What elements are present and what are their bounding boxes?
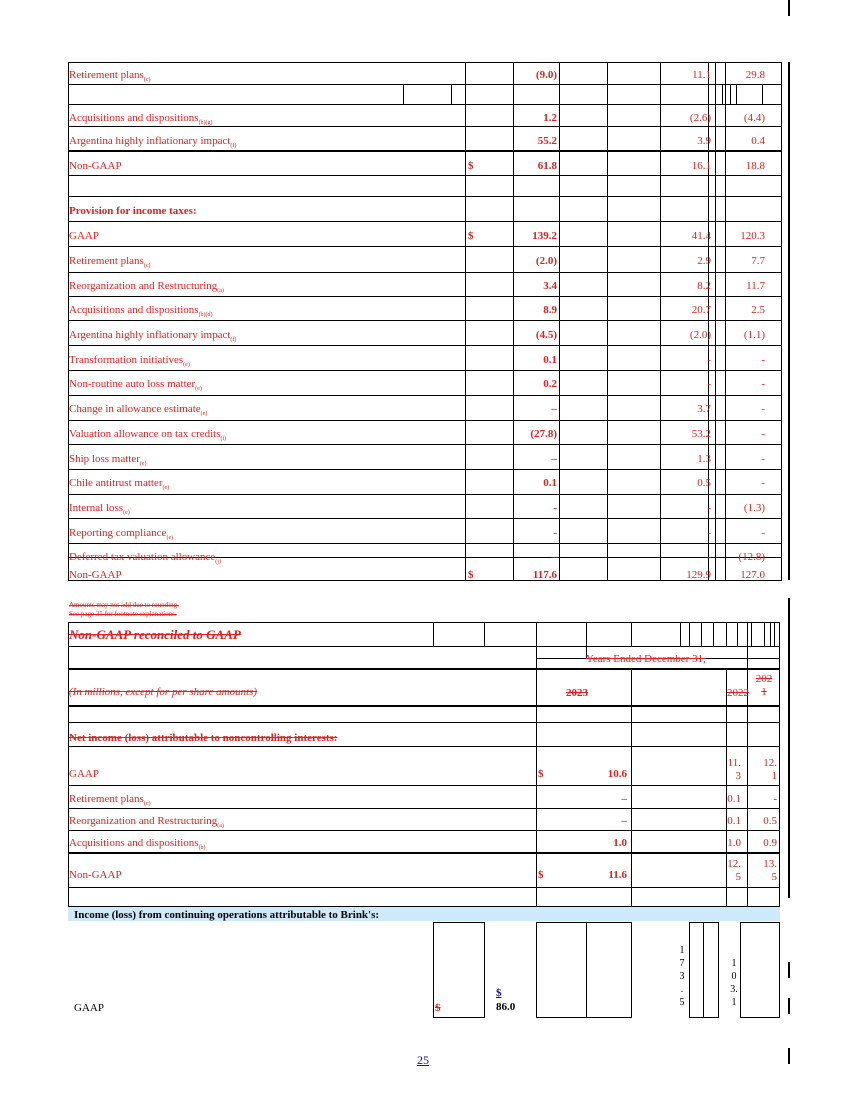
row-label: Reporting compliance$_{(e)}$ <box>69 527 174 542</box>
value-2022: - <box>707 354 711 366</box>
value-2022: 3.7 <box>697 403 711 415</box>
value-2021: - <box>761 428 765 440</box>
value-2023: – <box>621 793 627 805</box>
value-2023: 1.2 <box>543 112 557 124</box>
value-2022: 0.1 <box>727 815 741 827</box>
value-2021: 120.3 <box>740 230 765 242</box>
value-2023: – <box>551 453 557 465</box>
gaap-value-2021: 1 0 3. 1 <box>730 958 738 1008</box>
value-2022: 12. 5 <box>727 858 741 883</box>
years-header: Years Ended December 31, <box>586 653 706 665</box>
value-2022: 11.1 <box>692 69 711 81</box>
value-2023: 139.2 <box>532 230 557 242</box>
value-2021: - <box>761 354 765 366</box>
value-2023: - <box>553 502 557 514</box>
value-2023: - <box>553 527 557 539</box>
value-2022: 53.2 <box>691 428 711 440</box>
value-2023: 10.6 <box>607 768 627 780</box>
row-label: Ship loss matter$_{(e)}$ <box>69 453 147 468</box>
gaap-dollar-inserted: $ <box>496 987 502 999</box>
value-2023: 1.0 <box>613 837 627 849</box>
row-label: Chile antitrust matter$_{(e)}$ <box>69 477 170 492</box>
value-2021: 2.5 <box>751 304 765 316</box>
change-bar <box>788 998 790 1014</box>
value-2023: 0.2 <box>543 378 557 390</box>
row-label: Change in allowance estimate$_{(e)}$ <box>69 403 208 418</box>
value-2022: - <box>707 502 711 514</box>
value-2021: 127.0 <box>740 569 765 581</box>
value-2022: 16.1 <box>691 160 711 172</box>
row-label: Non-GAAP <box>69 869 122 881</box>
dollar-sign: $ <box>468 230 474 242</box>
value-2022: 20.7 <box>691 304 711 316</box>
change-bar <box>788 1048 790 1064</box>
value-2023: – <box>621 815 627 827</box>
page-number-link[interactable]: 25 <box>417 1053 429 1067</box>
units-label: (In millions, except for per share amounts) <box>69 686 258 698</box>
row-label: GAAP <box>69 230 99 242</box>
value-2021: - <box>773 793 777 805</box>
value-2022: 2.9 <box>697 255 711 267</box>
value-2021: - <box>761 453 765 465</box>
row-label: Acquisitions and dispositions$_{(b)(d)}$ <box>69 304 213 319</box>
value-2021: (4.4) <box>743 112 765 124</box>
change-bar <box>788 62 790 580</box>
value-2021: (12.8) <box>738 551 765 563</box>
value-2022: 1.0 <box>727 837 741 849</box>
nci-heading: Net income (loss) attributable to noncontrolling interests: <box>69 732 338 744</box>
row-label: Reorganization and Restructuring$_{(a)}$ <box>69 280 224 295</box>
value-2022: - <box>707 527 711 539</box>
row-label: Non-GAAP <box>69 569 122 581</box>
value-2021: 11.7 <box>746 280 765 292</box>
gaap-value-2023: 86.0 <box>496 1001 516 1013</box>
value-2023: (9.0) <box>535 69 557 81</box>
gaap-dollar-deleted: $ <box>435 1002 441 1014</box>
value-2022: 129.9 <box>686 569 711 581</box>
value-2021: 7.7 <box>751 255 765 267</box>
row-label: Reorganization and Restructuring$_{(a)}$ <box>69 815 224 830</box>
table-title: Non-GAAP reconciled to GAAP <box>69 627 241 642</box>
value-2022: 3.9 <box>697 135 711 147</box>
value-2023: 61.8 <box>537 160 557 172</box>
value-2021: - <box>761 403 765 415</box>
row-label: Argentina highly inflationary impact$_{(f)}$ <box>69 135 237 150</box>
value-2023: 0.1 <box>543 354 557 366</box>
footnote-reference: See page 35 for footnote explanations. <box>69 610 177 618</box>
dollar-sign: $ <box>538 869 544 881</box>
value-2022: 11. 3 <box>727 757 741 782</box>
value-2021: 0.4 <box>751 135 765 147</box>
column-header-2022: 2022 <box>727 687 749 699</box>
value-2023: 55.2 <box>537 135 557 147</box>
value-2022: - <box>707 551 711 563</box>
column-header-2023: 2023 <box>566 687 588 699</box>
row-label: Retirement plans$_{(c)}$ <box>69 255 151 270</box>
value-2021: 18.8 <box>745 160 765 172</box>
row-label: Retirement plans$_{(c)}$ <box>69 793 151 808</box>
rounding-note: Amounts may not add due to rounding. <box>69 601 179 609</box>
value-2023: (2.0) <box>535 255 557 267</box>
value-2023: 0.1 <box>543 477 557 489</box>
value-2022: 41.4 <box>691 230 711 242</box>
gaap-label: GAAP <box>74 1002 104 1014</box>
value-2023: (4.5) <box>535 329 557 341</box>
value-2021: 0.5 <box>763 815 777 827</box>
row-label: Retirement plans$_{(c)}$ <box>69 69 151 84</box>
dollar-sign: $ <box>468 569 474 581</box>
dollar-sign: $ <box>468 160 474 172</box>
value-2023: (27.8) <box>530 428 557 440</box>
value-2021: 12. 1 <box>763 757 777 782</box>
value-2021: 13. 5 <box>763 858 777 883</box>
gaap-value-2022: 1 7 3 . 5 <box>679 945 685 1008</box>
value-2023: 8.9 <box>543 304 557 316</box>
value-2022: (2.0) <box>689 329 711 341</box>
value-2022: - <box>707 378 711 390</box>
row-label: GAAP <box>69 768 99 780</box>
row-label: Acquisitions and dispositions$_{(b)(g)}$ <box>69 112 213 127</box>
column-header-2021: 202 1 <box>755 673 773 698</box>
value-2022: 8.2 <box>697 280 711 292</box>
value-2021: - <box>761 477 765 489</box>
value-2021: (1.3) <box>743 502 765 514</box>
change-bar <box>788 0 790 16</box>
row-label: Non-GAAP <box>69 160 122 172</box>
change-bar <box>788 598 790 898</box>
value-2023: – <box>551 551 557 563</box>
dollar-sign: $ <box>538 768 544 780</box>
value-2023: – <box>551 403 557 415</box>
value-2021: 0.9 <box>763 837 777 849</box>
value-2022: (2.6) <box>689 112 711 124</box>
value-2022: 0.5 <box>697 477 711 489</box>
row-label: Acquisitions and dispositions$_{(b)}$ <box>69 837 206 852</box>
value-2022: 1.3 <box>697 453 711 465</box>
value-2023: 3.4 <box>543 280 557 292</box>
value-2021: - <box>761 378 765 390</box>
row-label: Transformation initiatives$_{(e)}$ <box>69 354 190 369</box>
income-heading: Income (loss) from continuing operations attributable to Brink's: <box>74 909 380 921</box>
row-label: Argentina highly inflationary impact$_{(f)}$ <box>69 329 237 344</box>
value-2021: 29.8 <box>745 69 765 81</box>
row-label: Valuation allowance on tax credits$_{(i)}$ <box>69 428 227 443</box>
change-bar <box>788 962 790 978</box>
value-2021: (1.1) <box>743 329 765 341</box>
row-label: Deferred tax valuation allowance$_{(j)}$ <box>69 551 221 566</box>
row-label: Non-routine auto loss matter$_{(e)}$ <box>69 378 202 393</box>
value-2022: 0.1 <box>727 793 741 805</box>
value-2021: - <box>761 527 765 539</box>
value-2023: 11.6 <box>608 869 627 881</box>
row-label: Internal loss$_{(e)}$ <box>69 502 130 517</box>
value-2023: 117.6 <box>532 569 557 581</box>
